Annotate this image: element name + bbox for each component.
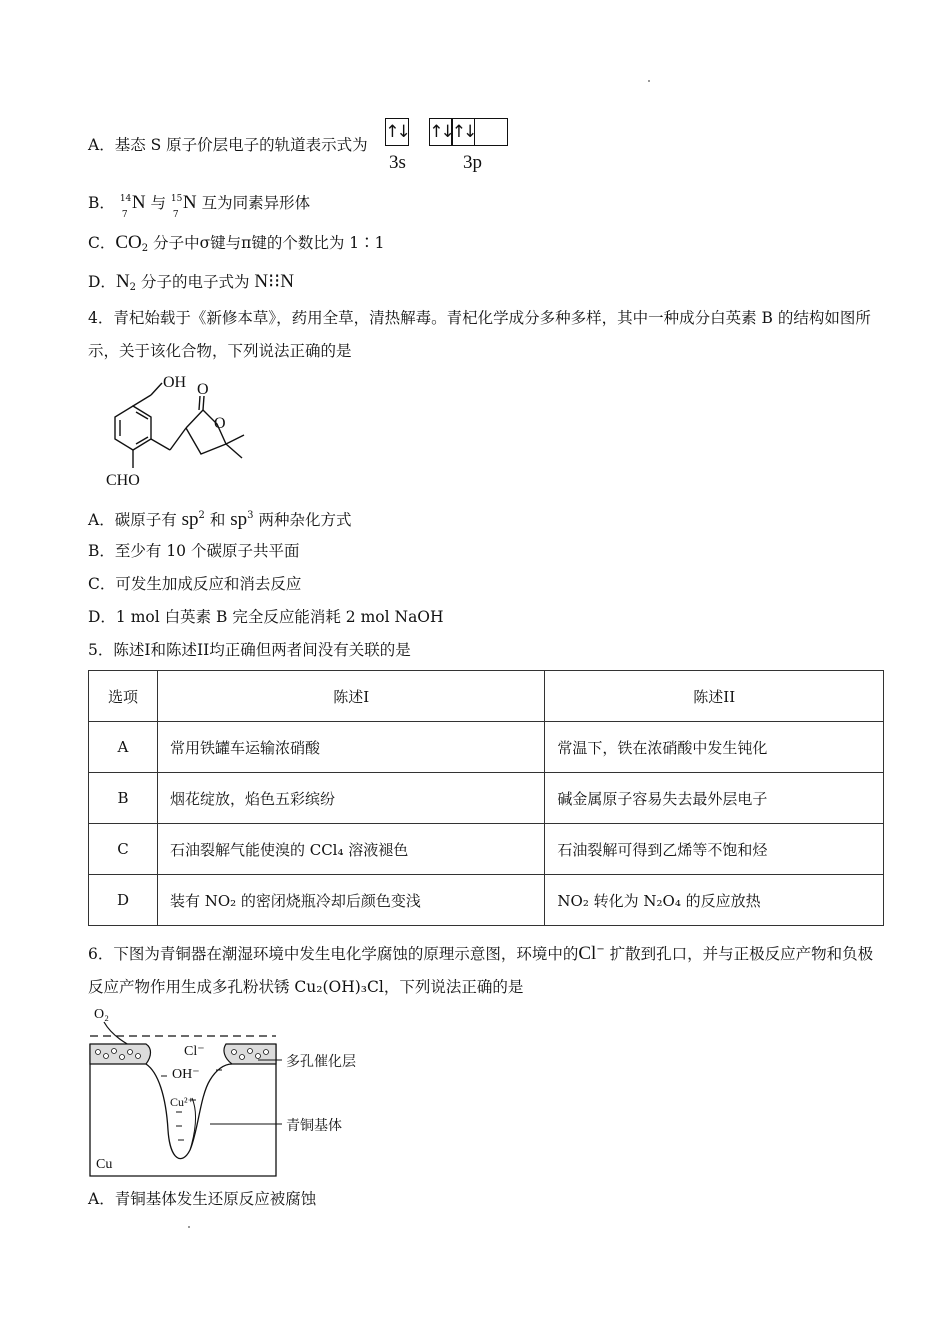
atomic-number: 7 xyxy=(172,210,179,220)
q4-stem: 4．青杞始载于《新修本草》，药用全草，清热解毒。青杞化学成分多种多样，其中一种成分白英素 B 的结构如图所示，关于该化合物，下列说法正确的是 xyxy=(88,309,871,360)
q3-option-c xyxy=(88,232,385,260)
q4-option-a xyxy=(88,505,351,531)
q3-option-b-mid: 与 xyxy=(145,194,171,212)
table-row xyxy=(89,875,884,926)
q3-option-b xyxy=(88,192,311,220)
subscript: 2 xyxy=(129,282,137,293)
label-3p: 3p xyxy=(463,152,482,173)
q3-option-d xyxy=(88,271,294,299)
mass-number: 15 xyxy=(170,194,183,204)
table-header-cell: 选项 xyxy=(89,671,158,722)
table-cell: A xyxy=(89,722,158,773)
atomic-number: 7 xyxy=(121,210,128,220)
q6-stem-part1: 6．下图为青铜器在潮湿环境中发生电化学腐蚀的原理示意图，环境中的 xyxy=(88,945,579,963)
table-row xyxy=(89,722,884,773)
isotope-n15 xyxy=(170,192,183,220)
q3-option-a xyxy=(88,134,368,156)
carbonyl-bond xyxy=(199,396,200,410)
mass-number: 14 xyxy=(119,194,132,204)
q4-option-b: B．至少有 10 个碳原子共平面 xyxy=(88,542,300,560)
formula-n2: N xyxy=(115,271,130,292)
subscript: 2 xyxy=(141,243,149,254)
table-cell: 碱金属原子容易失去最外层电子 xyxy=(545,773,884,824)
q4-option-a-prefix: A．碳原子有 xyxy=(88,511,182,529)
bond xyxy=(170,428,186,450)
superscript: 2 xyxy=(198,510,205,521)
q3-option-d-prefix: D． xyxy=(88,273,116,291)
q6-stem xyxy=(88,933,883,1004)
scan-speck xyxy=(648,80,650,82)
table-row xyxy=(89,773,884,824)
table-cell: 石油裂解气能使溴的 CCl₄ 溶液褪色 xyxy=(157,824,544,875)
table-header-cell: 陈述II xyxy=(545,671,884,722)
formula-co2: CO xyxy=(115,232,142,253)
bond xyxy=(133,395,151,406)
element-symbol: N xyxy=(182,192,197,213)
hybrid-sp3: sp xyxy=(230,509,248,530)
carbonyl-bond xyxy=(203,396,204,410)
lewis-structure: N⁝⁝N xyxy=(254,271,294,292)
q6-stem-part2: 扩散到孔口，并与正极反应产物和负极反应产物作用生成多孔粉状锈 Cu₂(OH)₃Cl，下列说法正确的是 xyxy=(88,945,874,996)
fig-label-catalyst-layer: 多孔催化层 xyxy=(286,1054,356,1070)
isotope-n14 xyxy=(119,192,132,220)
structure-baiyingsu-b xyxy=(100,368,270,494)
table-cell: B xyxy=(89,773,158,824)
porous-layer-right xyxy=(224,1044,276,1064)
q3-option-b-prefix: B． xyxy=(88,194,115,212)
label-3s: 3s xyxy=(389,152,406,173)
q5-table xyxy=(88,670,884,926)
aromatic-bond xyxy=(136,437,148,444)
q6-option-a: A．青铜基体发生还原反应被腐蚀 xyxy=(88,1190,317,1208)
orbital-3p xyxy=(430,118,508,146)
fig-label-oh: OH⁻ xyxy=(172,1067,200,1082)
q4-option-a-suffix: 两种杂化方式 xyxy=(253,511,352,529)
table-cell: 装有 NO₂ 的密闭烧瓶冷却后颜色变浅 xyxy=(157,875,544,926)
superscript: − xyxy=(596,944,605,955)
bond xyxy=(151,439,170,450)
q3-option-c-suffix: 分子中σ键与π键的个数比为 1∶1 xyxy=(148,234,385,252)
table-cell: 常温下，铁在浓硝酸中发生钝化 xyxy=(545,722,884,773)
table-header-row xyxy=(89,671,884,722)
table-cell: NO₂ 转化为 N₂O₄ 的反应放热 xyxy=(545,875,884,926)
scan-speck xyxy=(188,1226,190,1228)
methyl-bond xyxy=(226,444,242,458)
table-row xyxy=(89,824,884,875)
q3-option-a-text: A．基态 S 原子价层电子的轨道表示式为 xyxy=(88,136,368,154)
aromatic-bond xyxy=(136,412,148,419)
fig-label-cu2: Cu²⁺ xyxy=(170,1095,194,1109)
q4-option-d: D．1 mol 白英素 B 完全反应能消耗 2 mol NaOH xyxy=(88,608,444,626)
orbital-box: ↑↓ xyxy=(429,118,453,146)
table-cell: 石油裂解可得到乙烯等不饱和烃 xyxy=(545,824,884,875)
fig-label-cl: Cl⁻ xyxy=(184,1044,205,1059)
q3-option-d-mid: 分子的电子式为 xyxy=(136,273,255,291)
superscript: 3 xyxy=(247,510,254,521)
element-symbol: N xyxy=(131,192,146,213)
q3-option-b-suffix: 互为同素异形体 xyxy=(196,194,311,212)
methyl-bond xyxy=(226,435,244,444)
orbital-box: ↑↓ xyxy=(451,118,475,146)
table-cell: 常用铁罐车运输浓硝酸 xyxy=(157,722,544,773)
table-cell: 烟花绽放，焰色五彩缤纷 xyxy=(157,773,544,824)
fig-label-cu: Cu xyxy=(96,1157,113,1172)
atom-label-o: O xyxy=(214,415,226,432)
q4-option-a-and: 和 xyxy=(204,511,231,529)
table-cell: D xyxy=(89,875,158,926)
table-header-cell: 陈述I xyxy=(157,671,544,722)
atom-label-oh: OH xyxy=(163,374,187,391)
atom-label-cho: CHO xyxy=(106,472,140,489)
ion-cl: Cl xyxy=(578,943,597,964)
corrosion-diagram xyxy=(86,1000,386,1182)
table-cell: C xyxy=(89,824,158,875)
orbital-3s xyxy=(386,118,409,146)
q5-stem: 5．陈述I和陈述II均正确但两者间没有关联的是 xyxy=(88,641,411,659)
fig-label-bronze-base: 青铜基体 xyxy=(286,1118,342,1134)
q3-option-c-prefix: C． xyxy=(88,234,116,252)
fig-label-o2: O₂ xyxy=(94,1007,109,1022)
q4-option-c: C．可发生加成反应和消去反应 xyxy=(88,575,302,593)
orbital-box xyxy=(474,118,508,146)
orbital-box: ↑↓ xyxy=(385,118,409,146)
hybrid-sp2: sp xyxy=(181,509,199,530)
atom-label-o: O xyxy=(197,381,209,398)
bond xyxy=(151,383,162,395)
